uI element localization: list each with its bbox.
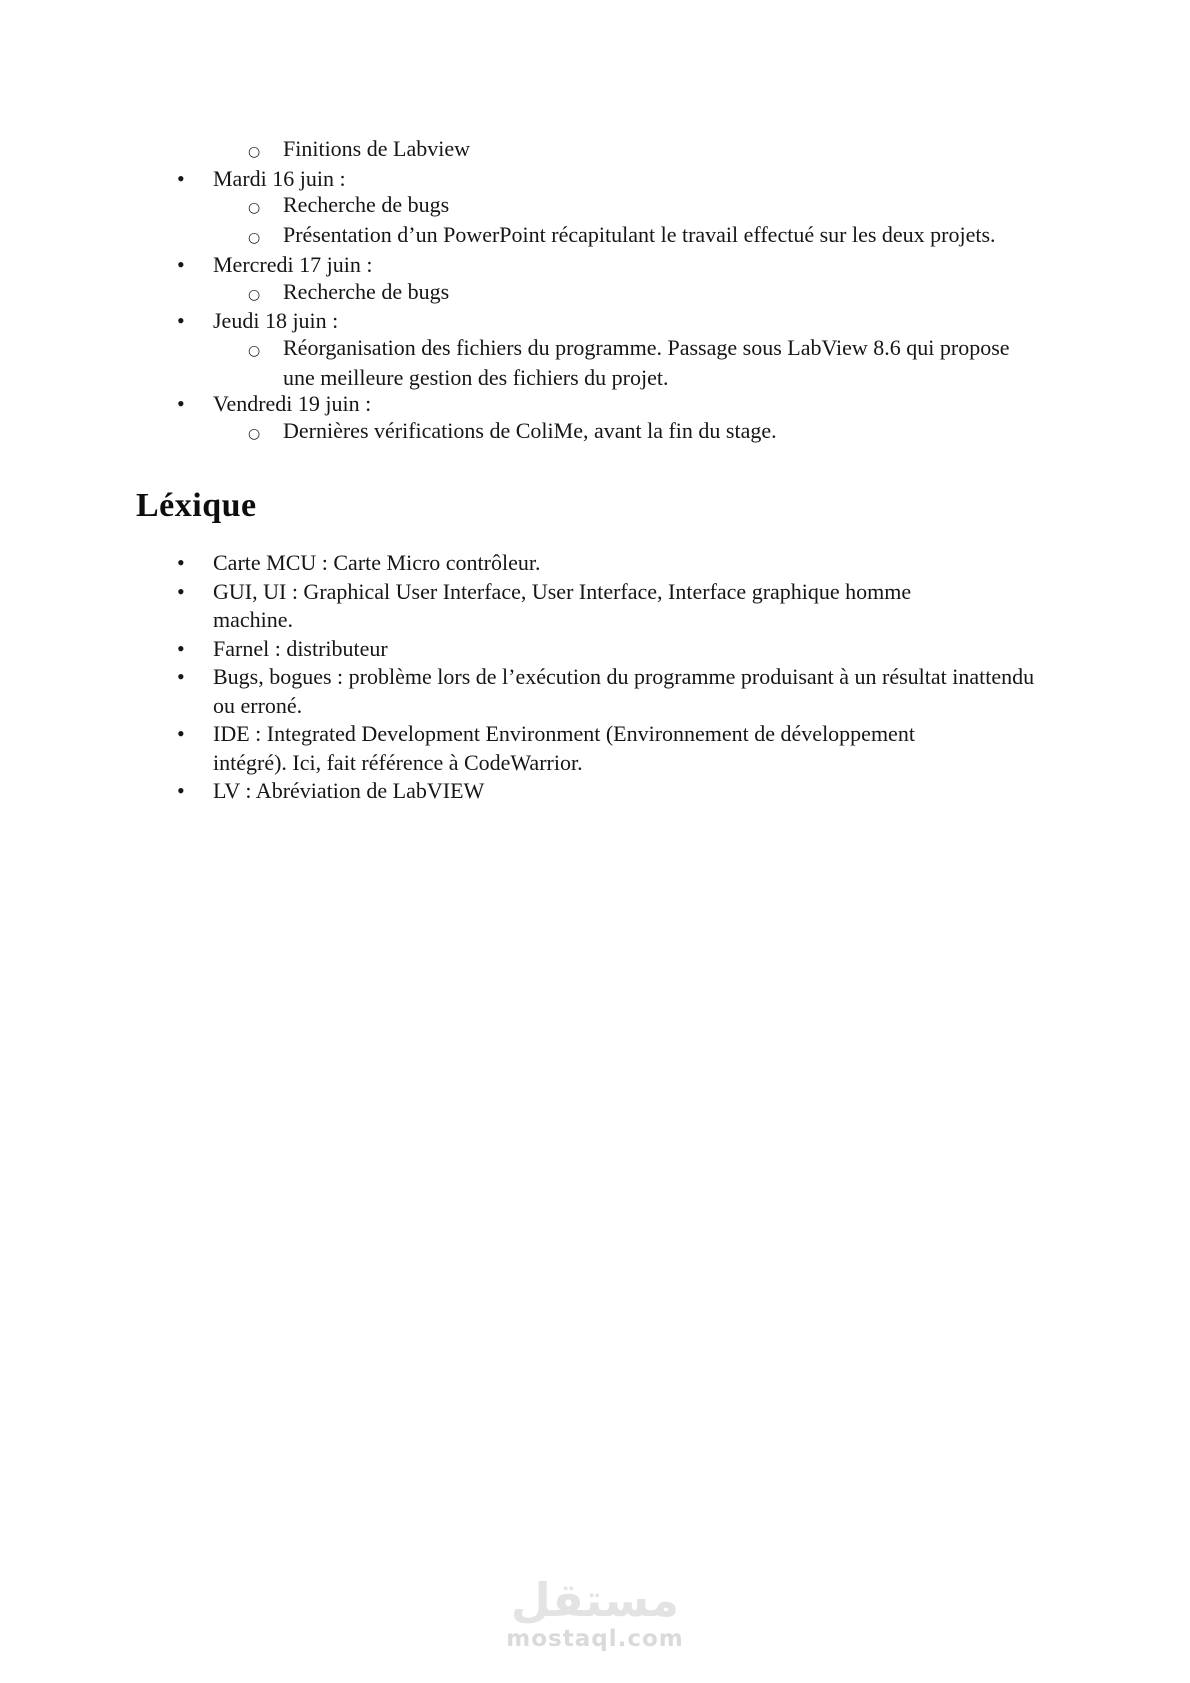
list-item	[0, 252, 1120, 279]
list-item-text: Finitions de Labview	[283, 136, 470, 161]
list-item	[0, 222, 1043, 252]
circle-bullet-icon: ○	[248, 200, 261, 217]
list-item-text: Mercredi 17 juin :	[213, 251, 373, 277]
lexique-item	[0, 777, 1120, 806]
list-item	[0, 308, 1120, 335]
lexique-item-text: Bugs, bogues : problème lors de l’exécution du programme produisant à un résultat inattendu ou erroné.	[213, 664, 1035, 718]
list-item	[0, 279, 1120, 309]
list-item-text: Jeudi 18 juin :	[213, 308, 339, 334]
circle-bullet-icon: ○	[248, 286, 261, 303]
list-item-text: Mardi 16 juin :	[213, 165, 346, 191]
bullet-icon: •	[177, 165, 185, 191]
lexique-heading: Léxique	[136, 487, 257, 524]
mostaql-site-text: mostaql.com	[506, 1626, 684, 1653]
bullet-icon: •	[177, 721, 185, 746]
watermark	[0, 1573, 1190, 1653]
bullet-icon: •	[177, 664, 185, 689]
list-item-text: Recherche de bugs	[283, 192, 450, 218]
bullet-icon: •	[177, 391, 185, 417]
list-item-text: Vendredi 19 juin :	[213, 391, 372, 417]
lexique-item	[0, 663, 1043, 720]
circle-bullet-icon: ○	[248, 144, 261, 160]
lexique-list	[0, 549, 1120, 806]
list-item	[0, 166, 1120, 193]
list-item-text: Recherche de bugs	[283, 278, 450, 304]
lexique-item-text: Carte MCU : Carte Micro contrôleur.	[213, 550, 541, 575]
bullet-icon: •	[177, 308, 185, 334]
list-item	[0, 335, 1043, 391]
circle-bullet-icon: ○	[248, 426, 261, 443]
list-item-text: Dernières vérifications de ColiMe, avant la fin du stage.	[283, 418, 777, 444]
list-item-text: Présentation d’un PowerPoint récapitulant le travail effectué sur les deux projets.	[283, 222, 996, 248]
daily-log-list	[0, 136, 1120, 448]
circle-bullet-icon: ○	[248, 230, 261, 247]
lexique-item	[0, 549, 1120, 578]
list-item-text: Réorganisation des fichiers du programme. Passage sous LabView 8.6 qui propose une meilleure gestion des fichiers du projet.	[283, 334, 1010, 390]
bullet-icon: •	[177, 550, 185, 575]
lexique-item-text: IDE : Integrated Development Environment (Environnement de développement intégré). Ici, fait référence à CodeWarrior.	[213, 721, 915, 775]
list-item	[0, 192, 1120, 222]
bullet-icon: •	[177, 251, 185, 277]
list-item	[0, 136, 1120, 166]
bullet-icon: •	[177, 635, 185, 661]
lexique-item	[0, 720, 973, 777]
lexique-item	[0, 635, 1120, 664]
list-item	[0, 418, 1120, 448]
lexique-item-text: LV : Abréviation de LabVIEW	[213, 778, 485, 803]
lexique-item-text: Farnel : distributeur	[213, 635, 388, 661]
lexique-item	[0, 578, 973, 635]
mostaql-logo: مستقل	[510, 1573, 680, 1627]
bullet-icon: •	[177, 778, 185, 803]
circle-bullet-icon: ○	[248, 342, 261, 359]
bullet-icon: •	[177, 578, 185, 604]
list-item	[0, 391, 1120, 418]
lexique-item-text: GUI, UI : Graphical User Interface, User Interface, Interface graphique homme machine.	[213, 578, 912, 632]
